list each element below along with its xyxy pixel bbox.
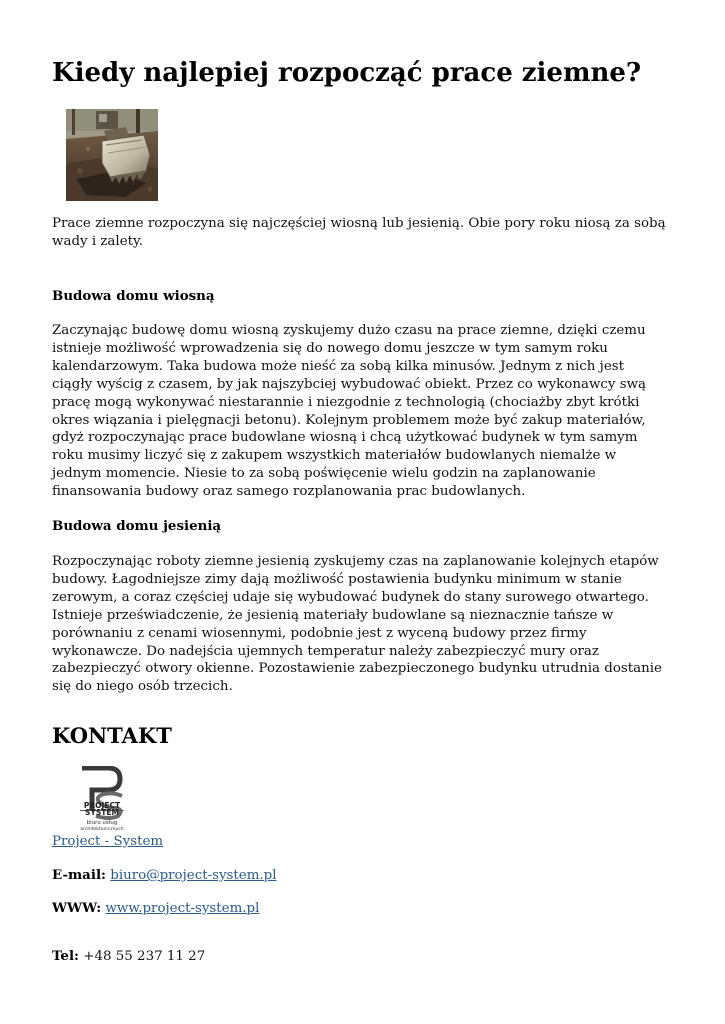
www-link[interactable]: www.project-system.pl [105, 901, 260, 916]
www-row [52, 899, 259, 918]
contact-heading: KONTAKT [52, 723, 172, 748]
ps-logo-icon [78, 766, 126, 834]
tel-label: Tel: [52, 948, 79, 964]
tel-row [52, 947, 205, 966]
section-heading-spring: Budowa domu wiosną [52, 288, 215, 304]
article-intro: Prace ziemne rozpoczyna się najczęściej wiosną lub jesienią. Obie pory roku niosą za sobą wady i zalety. [52, 216, 666, 249]
section-body-autumn: Rozpoczynając roboty ziemne jesienią zyskujemy czas na zaplanowanie kolejnych etapów budowy. Łagodniejsze zimy dają możliwość postawienia budynku minimum w stanie zerowym, a coraz częściej udaje się wybudować budynek do stany surowego otwartego. Istnieje przeświadczenie, że jesienią materiały budowlane są nieznacznie tańsze w porównaniu z cenami wiosennymi, podobnie jest z wyceną budowy przez firmy wykonawcze. Do nadejścia ujemnych temperatur należy zabezpieczyć mury oraz zabezpieczyć otwory okienne. Pozostawienie zabezpieczonego budynku utrudnia dostanie się do niego osób trzecich. [52, 554, 662, 695]
logo-tagline2: architektonicznych [80, 827, 124, 832]
email-link[interactable]: biuro@project-system.pl [110, 868, 277, 883]
www-label: WWW: [52, 900, 102, 916]
logo-brand-line2: SYSTEM [85, 808, 119, 817]
email-label: E-mail: [52, 867, 106, 883]
article-title: Kiedy najlepiej rozpocząć prace ziemne? [52, 58, 642, 88]
excavator-bucket-photo-icon [66, 109, 158, 201]
section-heading-autumn: Budowa domu jesienią [52, 518, 222, 534]
company-link[interactable]: Project - System [52, 834, 164, 849]
project-system-logo [78, 766, 126, 834]
section-body-spring: Zaczynając budowę domu wiosną zyskujemy dużo czasu na prace ziemne, dzięki czemu istnieje możliwość wprowadzenia się do nowego domu jeszcze w tym samym roku kalendarzowym. Taka budowa może nieść za sobą kilka minusów. Jednym z nich jest ciągły wyścig z czasem, by jak najszybciej wybudować obiekt. Przez co wykonawcy swą pracę mogą wykonywać niestarannie i niezgodnie z technologią (chociażby zbyt krótki okres wiązania i pielęgnacji betonu). Kolejnym problemem może być zakup materiałów, gdyż rozpoczynając prace budowlane wiosną i chcą użytkować budynek w tym samym roku musimy liczyć się z zakupem wszystkich materiałów budowlanych niemalże w jednym momencie. Niesie to za sobą poświęcenie wielu godzin na zaplanowanie finansowania budowy oraz samego rozplanowania prac budowlanych. [52, 323, 647, 500]
logo-brand-line1: PROJECT [83, 801, 121, 810]
logo-tagline1: biuro usług [86, 820, 118, 826]
tel-value: +48 55 237 11 27 [83, 949, 206, 964]
excavator-photo [66, 109, 158, 201]
email-row [52, 866, 277, 885]
